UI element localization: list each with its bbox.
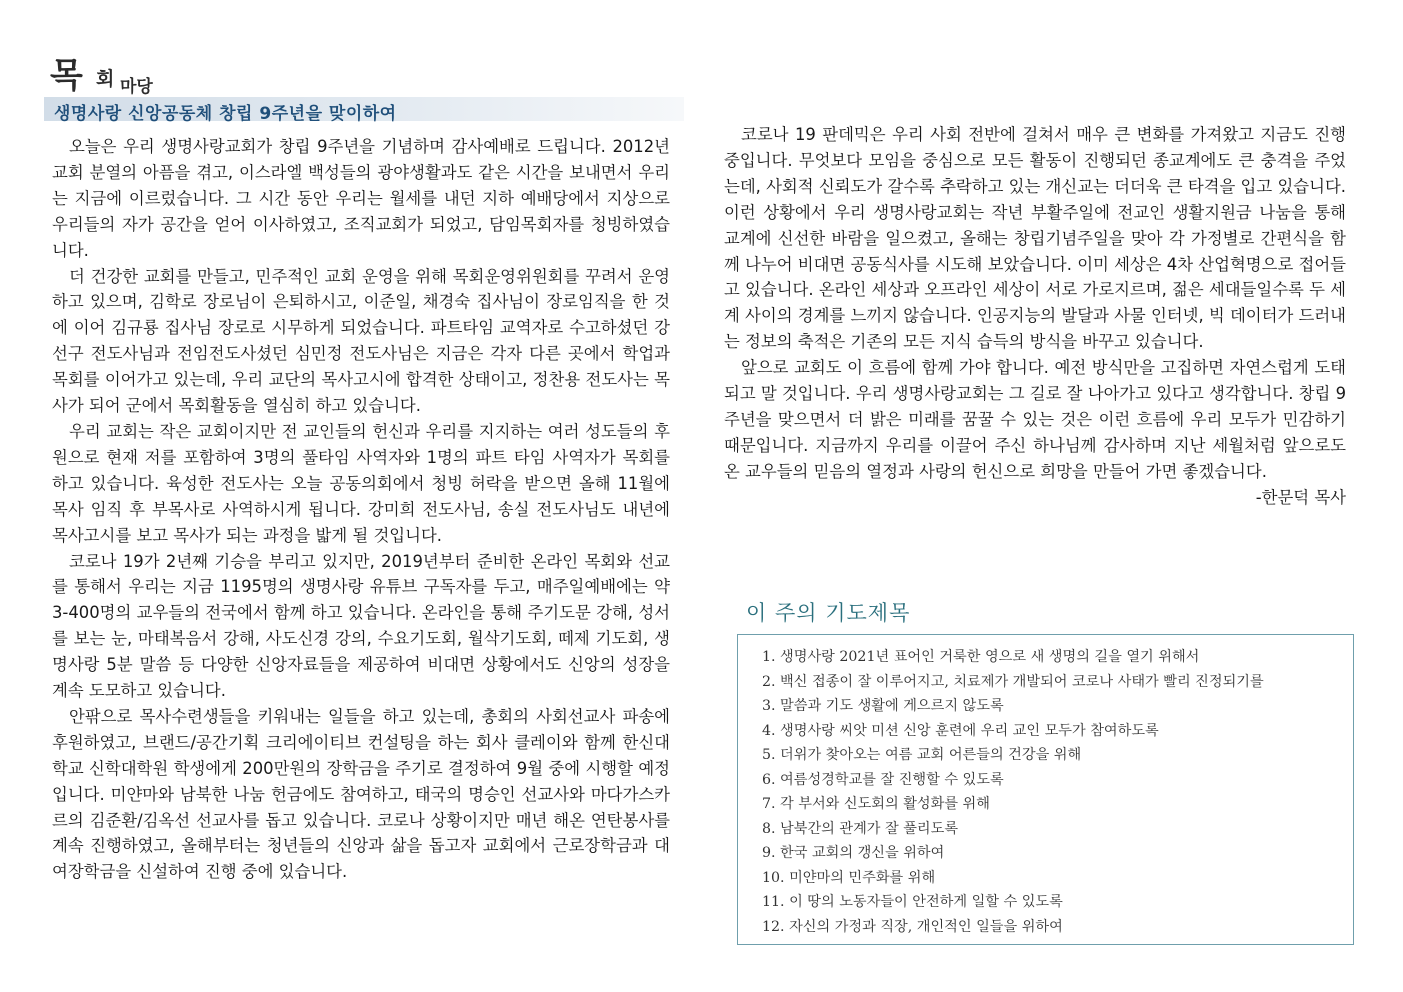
prayer-item: 3. 말씀과 기도 생활에 게으르지 않도록: [762, 698, 1004, 714]
paragraph: 앞으로 교회도 이 흐름에 함께 가야 합니다. 예전 방식만을 고집하면 자연스럽게 도태되고 말 것입니다. 우리 생명사랑교회는 그 길로 잘 나아가고 있다고 생각합니다. 창립 9주년을 맞으면서 더 밝은 미래를 꿈꿀 수 있는 것은 이런 흐름에 우리 모두가 민감하기 때문입니다. 지금까지 우리를 이끌어 주신 하나님께 감사하며 지난 세월처럼 앞으로도 온 교우들의 믿음의 열정과 사랑의 헌신으로 희망을 만들어 가면 좋겠습니다.: [724, 358, 1346, 481]
prayer-item: 1. 생명사랑 2021년 표어인 거룩한 영으로 새 생명의 길을 열기 위해서: [762, 649, 1200, 665]
prayer-item: 7. 각 부서와 신도회의 활성화를 위해: [762, 796, 990, 812]
signature: -한문덕 목사: [1255, 487, 1346, 507]
left-column: [52, 134, 670, 885]
prayer-item: 12. 자신의 가정과 직장, 개인적인 일들을 위하여: [762, 918, 1063, 935]
prayer-section-title: 이 주의 기도제목: [746, 601, 911, 625]
masthead-small-char: 회: [96, 68, 115, 90]
prayer-list-box: [737, 634, 1354, 945]
prayer-item: 6. 여름성경학교를 잘 진행할 수 있도록: [762, 771, 1004, 788]
masthead-logo: [50, 48, 250, 96]
masthead-small-text: 마당: [120, 77, 153, 97]
prayer-item: 9. 한국 교회의 갱신을 위하여: [762, 845, 945, 861]
paragraph: 더 건강한 교회를 만들고, 민주적인 교회 운영을 위해 목회운영위원회를 꾸려서 운영하고 있으며, 김학로 장로님이 은퇴하시고, 이준일, 채경숙 집사님이 장로임직을 한 것에 이어 김규룡 집사님 장로로 시무하게 되었습니다. 파트타임 교역자로 수고하셨던 강선구 전도사님과 전임전도사셨던 심민정 전도사님은 지금은 각자 다른 곳에서 학업과 목회를 이어가고 있는데, 우리 교단의 목사고시에 합격한 상태이고, 정찬용 전도사는 목사가 되어 군에서 목회활동을 열심히 하고 있습니다.: [52, 266, 670, 416]
prayer-list: [738, 635, 1353, 939]
article-title-bar: [44, 97, 684, 124]
prayer-item: 10. 미얀마의 민주화를 위해: [762, 869, 936, 886]
prayer-item: 2. 백신 접종이 잘 이루어지고, 치료제가 개발되어 코로나 사태가 빨리 진정되기를: [762, 673, 1264, 690]
masthead-big-char: 목: [50, 56, 82, 96]
prayer-item: 5. 더위가 찾아오는 여름 교회 어른들의 건강을 위해: [762, 747, 1082, 763]
right-column: [724, 122, 1346, 511]
paragraph: 오늘은 우리 생명사랑교회가 창립 9주년을 기념하며 감사예배로 드립니다. 2012년 교회 분열의 아픔을 겪고, 이스라엘 백성들의 광야생활과도 같은 시간을 보내면서 우리는 지금에 이르렀습니다. 그 시간 동안 우리는 월세를 내던 지하 예배당에서 지상으로 우리들의 자가 공간을 얻어 이사하였고, 조직교회가 되었고, 담임목회자를 청빙하였습니다.: [52, 137, 670, 260]
paragraph: 우리 교회는 작은 교회이지만 전 교인들의 헌신과 우리를 지지하는 여러 성도들의 후원으로 현재 저를 포함하여 3명의 풀타임 사역자와 1명의 파트 타임 사역자가 목회를 하고 있습니다. 육성한 전도사는 오늘 공동의회에서 청빙 허락을 받으면 올해 11월에 목사 임직 후 부목사로 사역하시게 됩니다. 강미희 전도사님, 송실 전도사님도 내년에 목사고시를 보고 목사가 되는 과정을 밟게 될 것입니다.: [52, 421, 670, 545]
prayer-item: 8. 남북간의 관계가 잘 풀리도록: [762, 820, 959, 837]
prayer-item: 4. 생명사랑 씨앗 미션 신앙 훈련에 우리 교인 모두가 참여하도록: [762, 722, 1159, 739]
article-title: 생명사랑 신앙공동체 창립 9주년을 맞이하여: [54, 104, 397, 124]
paragraph: 안팎으로 목사수련생들을 키워내는 일들을 하고 있는데, 총회의 사회선교사 파송에 후원하였고, 브랜드/공간기획 크리에이티브 컨설팅을 하는 회사 클레이와 함께 한신대학교 신학대학원 학생에게 200만원의 장학금을 주기로 결정하여 9월 중에 시행할 예정입니다. 미얀마와 남북한 나눔 헌금에도 참여하고, 태국의 명승인 선교사와 마다가스카르의 김준환/김옥선 선교사를 돕고 있습니다. 코로나 상황이지만 매년 해온 연탄봉사를 계속 진행하였고, 올해부터는 청년들의 신앙과 삶을 돕고자 교회에서 근로장학금과 대여장학금을 신설하여 진행 중에 있습니다.: [52, 706, 670, 882]
paragraph: 코로나 19 판데믹은 우리 사회 전반에 걸쳐서 매우 큰 변화를 가져왔고 지금도 진행 중입니다. 무엇보다 모임을 중심으로 모든 활동이 진행되던 종교계에도 큰 충격을 주었는데, 사회적 신뢰도가 갈수록 추락하고 있는 개신교는 더더욱 큰 타격을 입고 있습니다. 이런 상황에서 우리 생명사랑교회는 작년 부활주일에 전교인 생활지원금 나눔을 통해 교계에 신선한 바람을 일으켰고, 올해는 창립기념주일을 맞아 각 가정별로 간편식을 함께 나누어 비대면 공동식사를 시도해 보았습니다. 이미 세상은 4차 산업혁명으로 접어들고 있습니다. 온라인 세상과 오프라인 세상이 서로 가로지르며, 젊은 세대들일수록 두 세계 사이의 경계를 느끼지 않습니다. 인공지능의 발달과 사물 인터넷, 빅 데이터가 드러내는 정보의 축적은 기존의 모든 지식 습득의 방식을 바꾸고 있습니다.: [724, 125, 1346, 352]
paragraph: 코로나 19가 2년째 기승을 부리고 있지만, 2019년부터 준비한 온라인 목회와 선교를 통해서 우리는 지금 1195명의 생명사랑 유튜브 구독자를 두고, 매주일예배에는 약 3-400명의 교우들의 전국에서 함께 하고 있습니다. 온라인을 통해 주기도문 강해, 성서를 보는 눈, 마태복음서 강해, 사도신경 강의, 수요기도회, 월삭기도회, 떼제 기도회, 생명사랑 5분 말씀 등 다양한 신앙자료들을 제공하여 비대면 상황에서도 신앙의 성장을 계속 도모하고 있습니다.: [52, 551, 670, 701]
prayer-item: 11. 이 땅의 노동자들이 안전하게 일할 수 있도록: [762, 894, 1063, 910]
